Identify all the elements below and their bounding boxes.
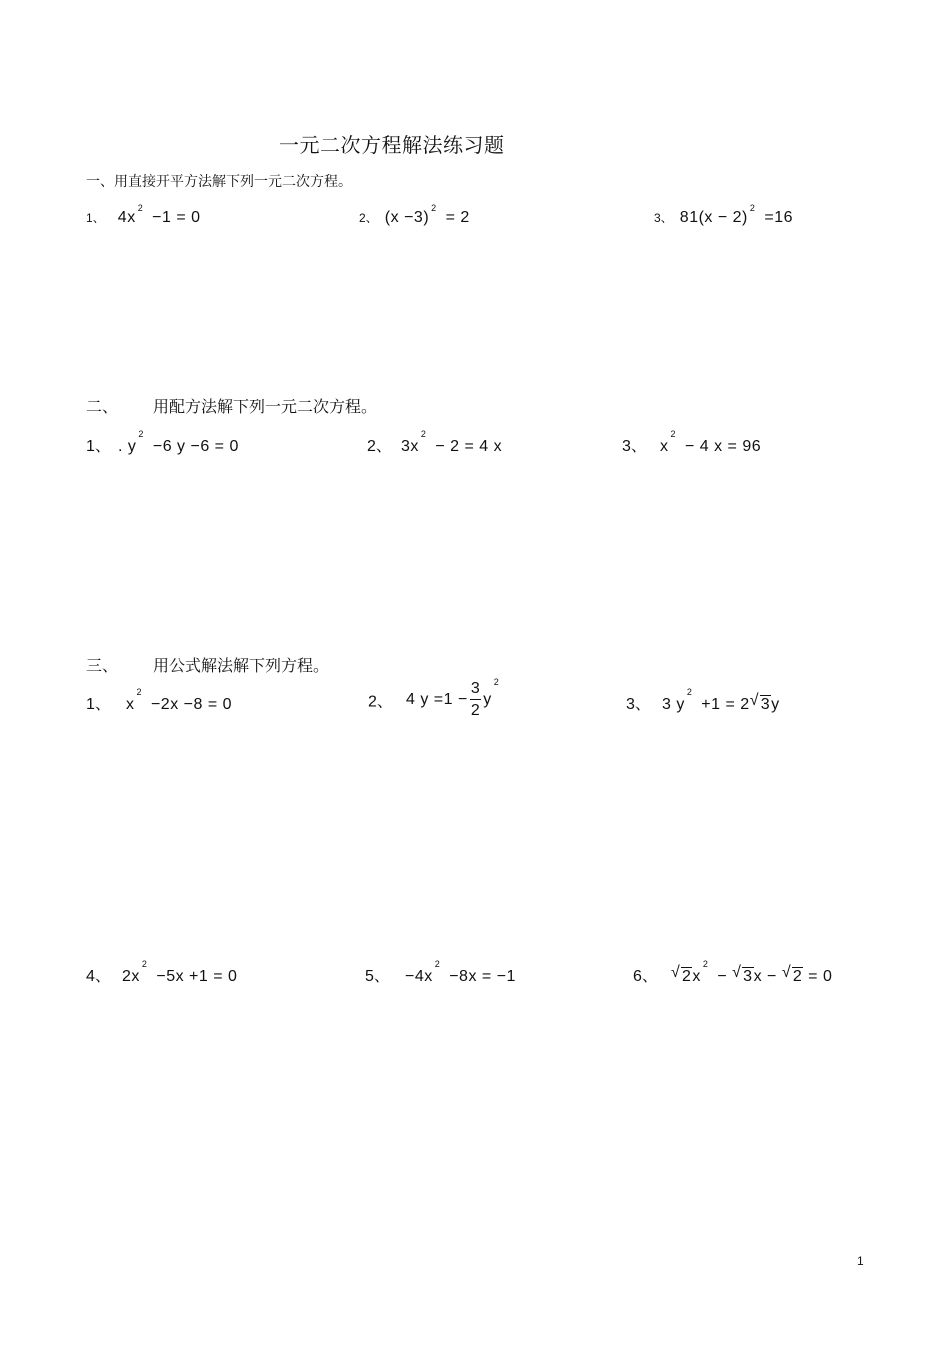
- problem-number: 1、: [86, 438, 111, 455]
- page-title: 一元二次方程解法练习题: [279, 133, 505, 157]
- problem-number: 3、: [626, 696, 651, 713]
- section-3-problem-3: [626, 687, 780, 714]
- equation: $(x -3)^2 = 2$: [384, 203, 470, 226]
- equation: √ $2x^2$ − √ 3x − √ 2 = 0: [671, 959, 833, 985]
- square-root: √ 3: [749, 692, 771, 713]
- problem-number: 1: [86, 211, 93, 225]
- section-3-number: 三、: [86, 656, 119, 675]
- section-3-problem-5: [365, 959, 516, 986]
- square-root: √ 3: [732, 964, 753, 985]
- problem-number: 5、: [365, 968, 390, 985]
- square-root: √ 2: [671, 964, 692, 985]
- equation: $-4x^2 -8x = -1$: [405, 959, 516, 985]
- fraction: $\frac{3}{2}$: [470, 680, 481, 719]
- equation: $x^2 -2x -8 = 0$: [126, 687, 233, 713]
- section-2-problem-2: [367, 429, 503, 456]
- section-3-problem-1: [86, 687, 233, 714]
- square-root: √ 2: [781, 964, 803, 985]
- problem-number: 3: [654, 211, 661, 225]
- problem-separator: 、: [365, 211, 378, 225]
- section-1-heading: 一、用直接开平方法解下列一元二次方程。: [86, 174, 352, 190]
- problem-number: 1、: [86, 696, 111, 713]
- problem-number: 2、: [368, 693, 393, 711]
- section-1-problem-3: [654, 203, 793, 227]
- page-number: 1: [857, 1254, 864, 1268]
- section-3-heading: 用公式解法解下列方程。: [153, 656, 330, 675]
- section-2-problem-1: [86, 429, 239, 456]
- problem-number: 2: [359, 211, 366, 225]
- equation: . $y^2 -6$ y −6 = 0: [118, 429, 239, 455]
- problem-number: 6、: [633, 968, 658, 985]
- equation: 3 $y^2 +1 = 2$ √ 3y: [662, 687, 780, 713]
- problem-separator: 、: [660, 211, 673, 225]
- section-2-number: 二、: [86, 397, 119, 416]
- equation: $3x^2 - 2 = 4$ x: [401, 429, 503, 455]
- equation: $x^2 - 4$ x = 96: [660, 429, 762, 455]
- problem-number: 3、: [622, 438, 647, 455]
- section-3-problem-2: [368, 676, 503, 719]
- equation: $4x^2 -1 = 0$: [117, 203, 201, 226]
- section-2-heading: 用配方法解下列一元二次方程。: [153, 397, 378, 416]
- problem-separator: 、: [92, 211, 105, 225]
- section-3-problem-6: [633, 959, 833, 986]
- section-2-problem-3: [622, 429, 762, 456]
- equation: 4 y =1 − $\frac{3}{2}$ $y^2$: [406, 676, 500, 719]
- section-3-problem-4: [86, 959, 238, 986]
- equation: $2x^2 -5x +1 = 0$: [122, 959, 238, 985]
- section-1-problem-2: [359, 203, 470, 227]
- equation: $81(x - 2)^2 =16$: [679, 203, 793, 226]
- problem-number: 2、: [367, 438, 392, 455]
- section-1-problem-1: [86, 203, 201, 227]
- problem-number: 4、: [86, 968, 111, 985]
